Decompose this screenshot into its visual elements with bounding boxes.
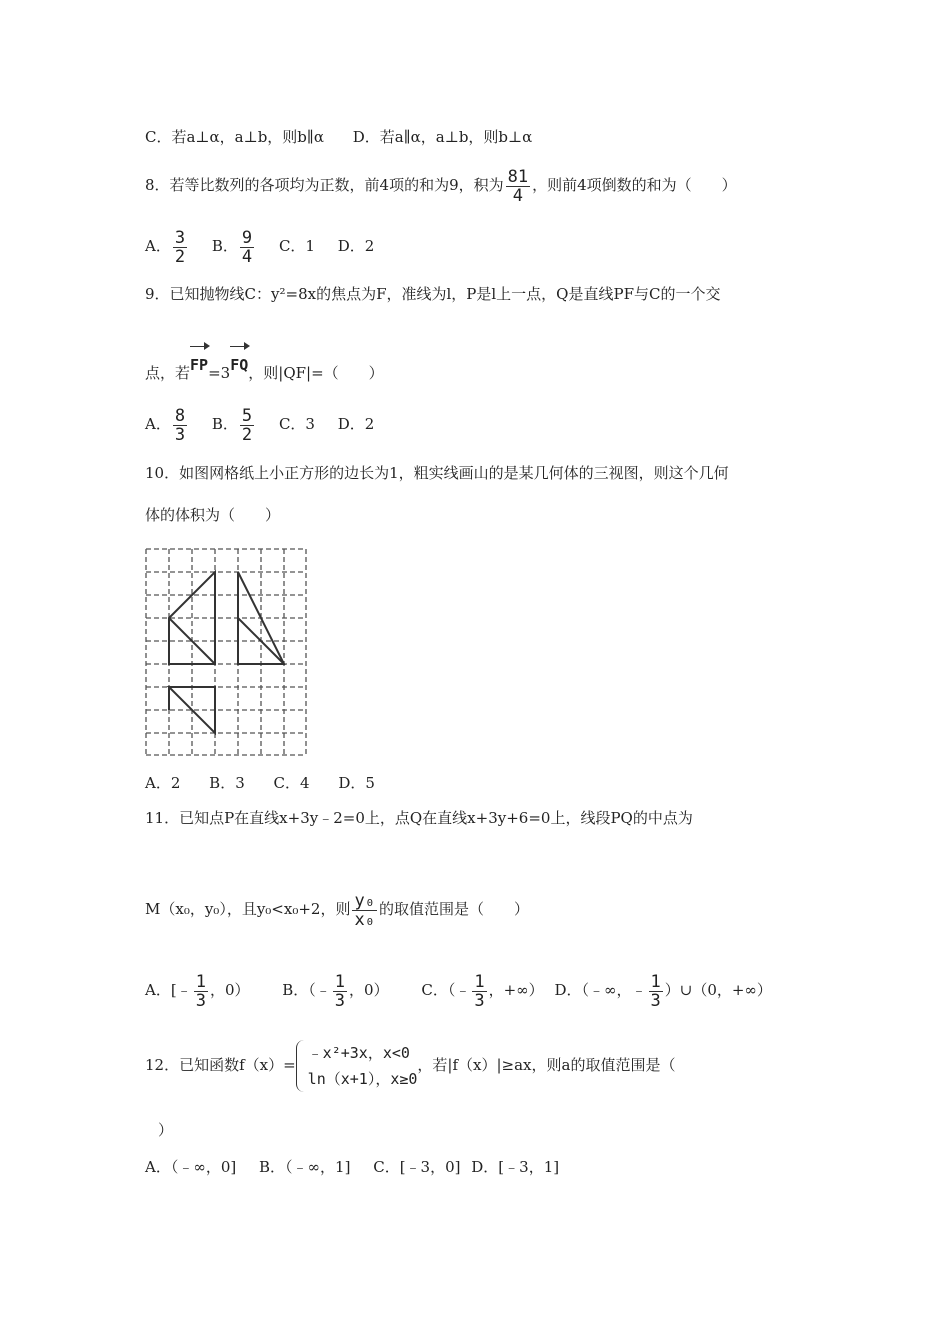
q8-option-a-label: A． — [145, 237, 171, 255]
q9-stem-line2 — [145, 350, 384, 388]
q9-stem-post: ，则|QF|=（ ） — [248, 364, 384, 382]
q11-option-b-post: ，0） — [349, 981, 389, 999]
q8-fraction — [506, 168, 530, 205]
q8-frac-den: 4 — [512, 185, 523, 206]
q11-stem-line2 — [145, 883, 529, 935]
q11-option-c-frac — [472, 973, 486, 1010]
q11-option-d-pre: D．（﹣∞，﹣ — [554, 981, 647, 999]
q11-options — [145, 968, 772, 1012]
q11-option-b-pre: B．（﹣ — [282, 981, 331, 999]
q12-brace — [296, 1040, 305, 1092]
q12-option-d: D．[﹣3，1] — [471, 1158, 560, 1176]
solid-views — [169, 572, 284, 733]
q9-vector-fp: FP — [190, 350, 208, 380]
q8-option-b-frac — [240, 229, 254, 266]
q10-stem-line1: 10．如图网格纸上小正方形的边长为1，粗实线画山的是某几何体的三视图，则这个几何 — [145, 464, 729, 482]
q10-option-d: D．5 — [338, 774, 375, 792]
q11-option-d — [554, 968, 771, 1012]
q7-options — [145, 127, 550, 147]
q8-frac-num: 81 — [507, 166, 529, 187]
q8-option-b — [212, 224, 256, 268]
q10-option-b: B．3 — [209, 774, 245, 792]
q9-option-b — [212, 402, 256, 446]
q8-options — [145, 224, 392, 268]
q11-option-a-num: 1 — [195, 971, 206, 992]
q11-frac-num: y₀ — [354, 890, 375, 911]
q10-stem-line2: 体的体积为（ ） — [145, 506, 281, 524]
q9-option-b-num: 5 — [241, 405, 253, 426]
q8-option-b-den: 4 — [241, 246, 253, 267]
q11-option-b-num: 1 — [334, 971, 346, 992]
q12-piece-2: ln（x+1），x≥0 — [307, 1070, 418, 1088]
q9-option-a-frac — [173, 407, 187, 444]
q11-option-c-post: ，+∞） — [488, 981, 544, 999]
q8-option-a-frac — [173, 229, 187, 266]
q8-option-a-den: 2 — [174, 246, 186, 267]
q11-option-d-den: 3 — [650, 990, 661, 1011]
q8-option-b-num: 9 — [241, 227, 253, 248]
q11-option-c — [421, 968, 543, 1012]
q12-stem-post: ，若|f（x）|≥ax，则a的取值范围是（ — [417, 1056, 676, 1074]
q11-stem-post: 的取值范围是（ ） — [378, 900, 529, 918]
q7-option-c: C．若a⊥α，a⊥b，则b∥α — [145, 128, 324, 146]
q12-options — [145, 1157, 577, 1177]
q8-option-c: C．1 — [278, 237, 315, 255]
q9-option-a-num: 8 — [174, 405, 186, 426]
q11-option-d-post: ）∪（0，+∞） — [664, 981, 772, 999]
q11-option-a-pre: A．[﹣ — [145, 981, 192, 999]
q11-option-b-frac — [333, 973, 347, 1010]
q11-option-c-pre: C．（﹣ — [421, 981, 471, 999]
q11-fraction — [352, 892, 376, 929]
q11-option-b — [282, 968, 388, 1012]
q8-stem-tail: ，则前4项倒数的和为（ ） — [532, 176, 737, 194]
q8-stem-text: 8．若等比数列的各项均为正数，前4项的和为9，积为 — [145, 176, 504, 194]
q9-stem-pre: 点，若 — [145, 364, 191, 382]
q12-stem-pre: 12．已知函数f（x）= — [145, 1056, 296, 1074]
q11-stem-pre: M（x₀，y₀），且y₀<x₀+2，则 — [145, 900, 351, 918]
q7-option-d: D．若a∥α，a⊥b，则b⊥α — [352, 128, 533, 146]
q11-option-a-post: ，0） — [209, 981, 250, 999]
q12-option-c: C．[﹣3，0] — [373, 1158, 461, 1176]
q11-option-d-frac — [649, 973, 663, 1010]
q11-option-d-num: 1 — [650, 971, 661, 992]
q12-piece-1: ﹣x²+3x，x<0 — [307, 1044, 410, 1062]
q11-option-a-frac — [194, 973, 208, 1010]
q11-option-a — [145, 968, 249, 1012]
q12-piecewise-function — [296, 1040, 418, 1092]
q8-option-d: D．2 — [337, 237, 375, 255]
q12-stem — [145, 1033, 675, 1097]
q9-equals: =3 — [208, 364, 231, 382]
q9-option-d: D．2 — [337, 415, 375, 433]
q9-option-a-den: 3 — [174, 424, 186, 445]
q11-option-a-den: 3 — [195, 990, 206, 1011]
q9-options — [145, 402, 392, 446]
q11-option-c-num: 1 — [474, 971, 485, 992]
q8-option-b-label: B． — [211, 237, 238, 255]
three-view-grid-figure — [145, 548, 307, 756]
q9-stem-line1: 9．已知抛物线C：y²=8x的焦点为F，准线为l，P是l上一点，Q是直线PF与C的一个交 — [145, 285, 721, 303]
q12-option-a: A．（﹣∞，0] — [145, 1158, 237, 1176]
q8-option-a-num: 3 — [174, 227, 186, 248]
q9-vector-fq: FQ — [230, 350, 248, 380]
q8-option-a — [145, 224, 189, 268]
q11-option-c-den: 3 — [474, 990, 485, 1011]
q10-option-c: C．4 — [273, 774, 310, 792]
q11-option-b-den: 3 — [334, 990, 346, 1011]
q9-option-b-frac — [240, 407, 254, 444]
q10-options — [145, 773, 393, 793]
q12-stem-close: ） — [158, 1121, 174, 1139]
q9-option-a-label: A． — [145, 415, 171, 433]
q9-option-b-den: 2 — [241, 424, 253, 445]
q8-stem — [145, 163, 737, 207]
q9-option-c: C．3 — [278, 415, 315, 433]
q10-option-a: A．2 — [145, 774, 181, 792]
q11-stem-line1: 11．已知点P在直线x+3y﹣2=0上，点Q在直线x+3y+6=0上，线段PQ的中点为 — [145, 809, 693, 827]
q9-option-b-label: B． — [211, 415, 238, 433]
q12-option-b: B．（﹣∞，1] — [259, 1158, 351, 1176]
q11-frac-den: x₀ — [354, 909, 375, 930]
q9-option-a — [145, 402, 189, 446]
